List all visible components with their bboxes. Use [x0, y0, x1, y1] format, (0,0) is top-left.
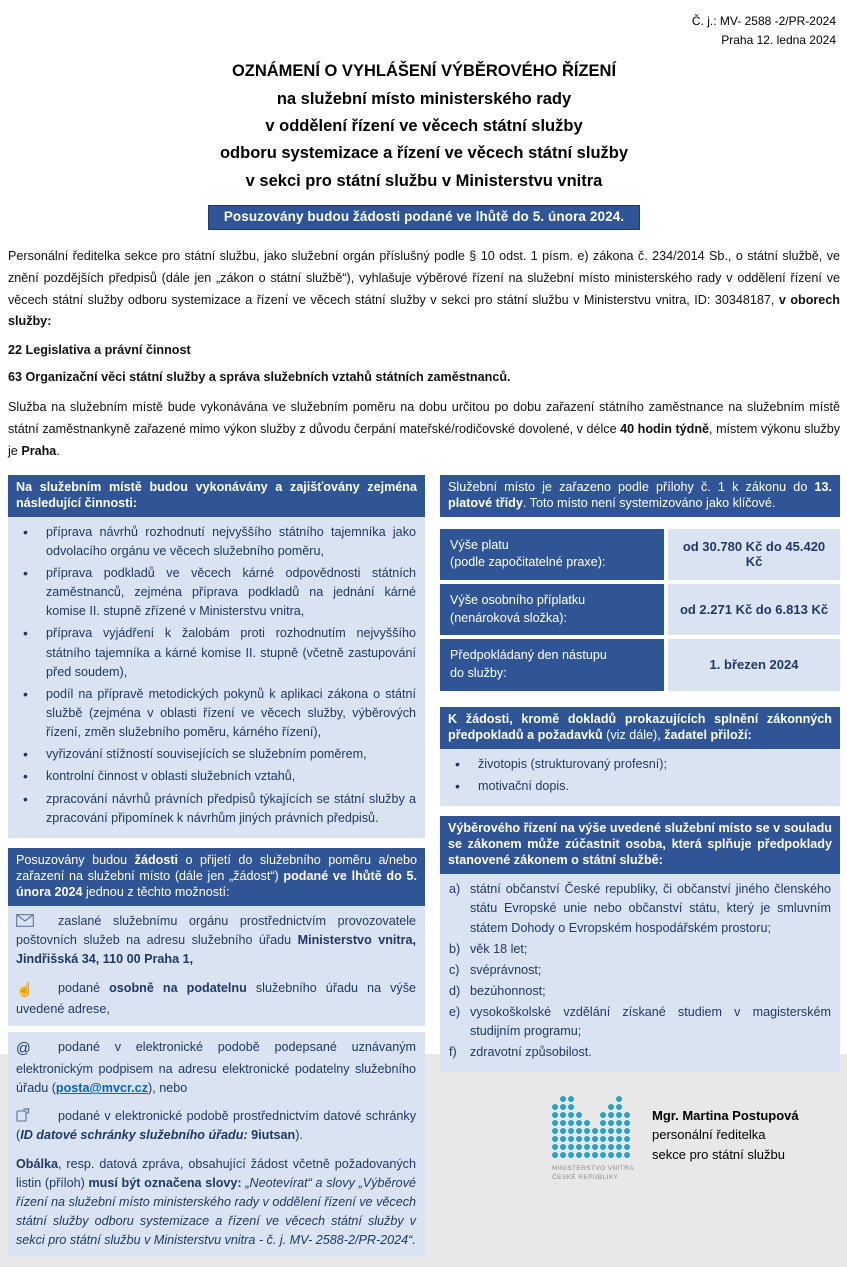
at-sign-icon: @	[16, 1041, 31, 1058]
bonus-label	[440, 584, 664, 635]
submission-deadline: podané ve lhůtě do 5. února 2024	[16, 868, 417, 900]
submission-section	[8, 848, 425, 1257]
bonus-label-line: Výše osobního příplatku	[450, 593, 586, 607]
list-item: • kontrolní činnost v oblasti služebních vztahů,	[16, 767, 416, 786]
item-letter: a)	[449, 882, 461, 897]
title-line-3: v oddělení řízení ve věcech státní služby	[265, 116, 583, 135]
method-in-person-text-2: služebního úřadu na výše uvedené adrese,	[16, 980, 417, 1016]
envelope-icon	[16, 914, 58, 927]
list-item	[448, 961, 831, 980]
databox-id-value: 9iutsan	[247, 1128, 296, 1143]
envelope-bold: Obálka	[16, 1156, 58, 1171]
method-in-person	[16, 979, 416, 1019]
applicant-attaches-bold: žadatel přiloží:	[664, 727, 752, 742]
item-text: věk 18 let;	[470, 941, 528, 956]
list-item	[448, 940, 831, 959]
classification-text-2: . Toto místo není systemizováno jako klíčové.	[522, 495, 776, 510]
method-email-text-2: ), nebo	[148, 1081, 188, 1096]
email-link[interactable]: posta@mvcr.cz	[55, 1081, 148, 1096]
attachments-header	[440, 707, 840, 749]
right-column	[440, 475, 840, 1184]
list-item	[448, 1003, 831, 1041]
databox-id-label: ID datové schránky služebního úřadu:	[20, 1128, 248, 1143]
pay-grade: 13. platové třídy	[448, 479, 832, 510]
selection-procedure-label: „Výběrové řízení na služební místo ministerského rady v oddělení řízení ve věcech státní služby odboru systemizace a řízení ve věcech státní služby v sekci pro státní službu v Ministerstvu vnitra - č. j. MV- 2588-2/PR-2024“.	[16, 1175, 416, 1248]
signatory-department: sekce pro státní službu	[652, 1146, 785, 1162]
page-title	[8, 58, 840, 195]
list-item	[448, 982, 831, 1001]
ministry-logo-dots-icon	[552, 1096, 631, 1159]
list-item: • motivační dopis.	[448, 777, 831, 796]
service-terms-period: .	[56, 443, 60, 458]
duties-list	[16, 523, 416, 828]
method-post-text: zaslané služebnímu orgánu prostřednictvím provozovatele poštovních služeb na adresu služebního úřadu	[16, 914, 416, 948]
list-item	[448, 1043, 831, 1062]
attachments-header-bold: K žádosti, kromě dokladů prokazujících splnění zákonných předpokladů a požadavků	[448, 711, 832, 742]
item-text: vysokoškolské vzdělání získané studiem v magisterském studijním programu;	[470, 1005, 831, 1039]
ministry-logo-caption	[552, 1164, 636, 1184]
submission-methods-b	[8, 1032, 425, 1257]
attachments-comma: ,	[657, 727, 665, 742]
bonus-value: od 2.271 Kč do 6.813 Kč	[668, 584, 840, 635]
deadline-banner: Posuzovány budou žádosti podané ve lhůtě do 5. února 2024.	[208, 205, 640, 230]
classification-header	[440, 475, 840, 517]
requirements-header: Výběrového řízení na výše uvedené služební místo se v souladu se zákonem může zúčastnit osoba, která splňuje předpoklady stanovené zákonem o státní službě:	[440, 816, 840, 874]
envelope-labeling-note	[16, 1155, 416, 1251]
logo-caption-line: ČESKÉ REPUBLIKY	[552, 1174, 619, 1182]
in-person-bold: osobně na podatelnu	[109, 980, 247, 995]
start-date-label	[440, 639, 664, 690]
bonus-label-line: (nenároková složka):	[450, 610, 567, 625]
title-line-1: OZNÁMENÍ O VYHLÁŠENÍ VÝBĚROVÉHO ŘÍZENÍ	[231, 62, 617, 81]
intro-fields-label: v oborech služby:	[8, 292, 841, 329]
must-be-marked-bold: musí být označena slovy:	[88, 1175, 242, 1190]
submission-methods-a	[8, 906, 425, 1026]
salary-label-line: (podle započitatelné praxe):	[450, 555, 606, 570]
method-email	[16, 1038, 416, 1098]
list-item	[448, 880, 831, 937]
submission-header-text-3: jednou z těchto možností:	[82, 885, 230, 900]
document-header	[8, 12, 840, 49]
service-terms-paragraph	[8, 397, 840, 462]
duties-section	[8, 475, 425, 838]
requirements-section	[440, 816, 840, 1072]
start-date-label-line: Předpokládaný den nástupu	[450, 648, 607, 663]
salary-table	[440, 529, 840, 691]
submission-header-text-2: o přijetí do služebního poměru a/nebo zařazení na služební místo (dále jen „žádost“)	[16, 852, 417, 883]
method-databox-text-2: ).	[295, 1128, 303, 1143]
place-date: Praha 12. ledna 2024	[721, 32, 836, 47]
duties-header: Na služebním místě budou vykonávány a zajišťovány zejména následující činnosti:	[8, 475, 425, 517]
intro-paragraph	[8, 246, 840, 333]
item-text: svéprávnost;	[470, 962, 542, 977]
attachments-list	[448, 755, 831, 796]
service-location: Praha	[21, 443, 57, 458]
databox-icon	[16, 1108, 58, 1122]
submission-header-bold: žádosti	[134, 852, 179, 867]
classification-section	[440, 475, 840, 517]
requirements-list	[448, 880, 831, 1062]
item-letter: e)	[449, 1005, 461, 1020]
see-below-note: (viz dále)	[606, 727, 658, 742]
list-item: • podíl na přípravě metodických pokynů k aplikaci zákona o státní službě (zejména v oblasti řízení ve věcech služby, výběrových řízení, změn služebního poměru, kárného řízení),	[16, 685, 416, 742]
salary-label	[440, 529, 664, 580]
weekly-hours: 40 hodin týdně	[620, 421, 710, 436]
envelope-text: , resp. datová zpráva, obsahující žádost včetně požadovaných listin (příloh)	[16, 1156, 416, 1190]
left-column	[8, 475, 425, 1267]
duties-list-body	[8, 517, 425, 838]
item-letter: b)	[449, 941, 461, 956]
method-databox-text: podané v elektronické podobě prostřednictvím datové schránky (	[16, 1109, 416, 1143]
list-item: • zpracování návrhů právních předpisů týkajících se státní služby a zpracování připomínek k návrhům jiných právních předpisů.	[16, 790, 416, 828]
logo-caption-line: MINISTERSTVO VNITRA	[552, 1164, 634, 1172]
item-letter: f)	[449, 1045, 457, 1060]
intro-text: Personální ředitelka sekce pro státní službu, jako služební orgán příslušný podle § 10 odst. 1 písm. e) zákona č. 234/2014 Sb., o státní službě, ve znění pozdějších předpisů (dále jen „zákon o státní službě“), vyhlašuje výběrové řízení na služební místo ministerského rady v oddělení řízení ve věcech státní služby odboru systemizace a řízení ve věcech státní služby v sekci pro státní službu v Ministerstvu vnitra, ID: 30348187,	[8, 249, 840, 307]
hand-icon: ☝	[16, 980, 34, 997]
requirements-list-body	[440, 874, 840, 1071]
service-terms-text-2: , místem výkonu služby je	[8, 421, 840, 458]
attachments-section	[440, 707, 840, 807]
postal-address: Ministerstvo vnitra, Jindřišská 34, 110 00 Praha 1,	[16, 933, 416, 967]
service-field-63: 63 Organizační věci státní služby a správa služebních vztahů státních zaměstnanců.	[8, 370, 511, 385]
list-item: • příprava návrhů rozhodnutí nejvyššího státního tajemníka jako odvolacího orgánu ve věcech služebního poměru,	[16, 523, 416, 561]
item-text: státní občanství České republiky, či občanství jiného členského státu Evropské unie nebo občanství státu, který je smluvním státem Dohody o Evropském hospodářském prostoru;	[470, 882, 831, 935]
title-line-2: na služební místo ministerského rady	[276, 89, 572, 108]
salary-value: od 30.780 Kč do 45.420 Kč	[668, 529, 840, 580]
method-post	[16, 912, 416, 969]
item-letter: c)	[449, 962, 460, 977]
item-letter: d)	[449, 984, 461, 999]
title-line-5: v sekci pro státní službu v Ministerstvu vnitra	[245, 171, 603, 190]
two-column-layout	[8, 475, 840, 1267]
submission-header	[8, 848, 425, 906]
start-date-label-line: do služby:	[450, 665, 507, 680]
method-email-text: podané v elektronické podobě podepsané uznávaným elektronickým podpisem na adresu elektronické podatelny služebního úřadu (	[16, 1040, 416, 1096]
attachments-list-body	[440, 749, 840, 806]
title-line-4: odboru systemizace a řízení ve věcech státní služby	[219, 144, 629, 163]
deadline-banner-row	[8, 205, 840, 230]
item-text: zdravotní způsobilost.	[470, 1045, 592, 1060]
signature-block	[440, 1096, 840, 1184]
start-date-value: 1. březen 2024	[668, 639, 840, 690]
item-text: bezúhonnost;	[470, 984, 546, 999]
method-in-person-text: podané	[58, 980, 110, 995]
signatory-name: Mgr. Martina Postupová	[652, 1107, 799, 1123]
service-field-22: 22 Legislativa a právní činnost	[8, 343, 191, 358]
signatory-role: personální ředitelka	[652, 1127, 766, 1143]
and-words-text: a slovy	[311, 1175, 359, 1190]
ministry-logo	[552, 1096, 636, 1184]
classification-text: Služební místo je zařazeno podle přílohy č. 1 k zákonu do	[448, 479, 815, 494]
service-terms-text: Služba na služebním místě bude vykonávána ve služebním poměru na dobu určitou po dobu zařazení státního zaměstnance na služebním místě státní zaměstnankyně zařazené mimo výkon služby z důvodu čerpání mateřské/rodičovské dovolené, v délce	[8, 400, 840, 436]
do-not-open-label: „Neotevírat“	[241, 1175, 312, 1190]
list-item: • vyřizování stížností souvisejících se služebním poměrem,	[16, 745, 416, 764]
list-item: • příprava podkladů ve věcech kárné odpovědnosti státních zaměstnanců, zejména příprava podkladů na jednání kárné komise II. stupně zřízené v Ministerstvu vnitra,	[16, 564, 416, 621]
signatory	[652, 1096, 799, 1165]
salary-label-line: Výše platu	[450, 537, 509, 552]
method-databox	[16, 1107, 416, 1145]
submission-header-text: Posuzovány budou	[16, 852, 135, 867]
list-item: • příprava vyjádření k žalobám proti rozhodnutím nejvyššího státního tajemníka a kárné komise II. stupně (včetně zastupování před soudem),	[16, 624, 416, 681]
list-item: • životopis (strukturovaný profesní);	[448, 755, 831, 774]
reference-number: Č. j.: MV- 2588 -2/PR-2024	[691, 14, 836, 28]
